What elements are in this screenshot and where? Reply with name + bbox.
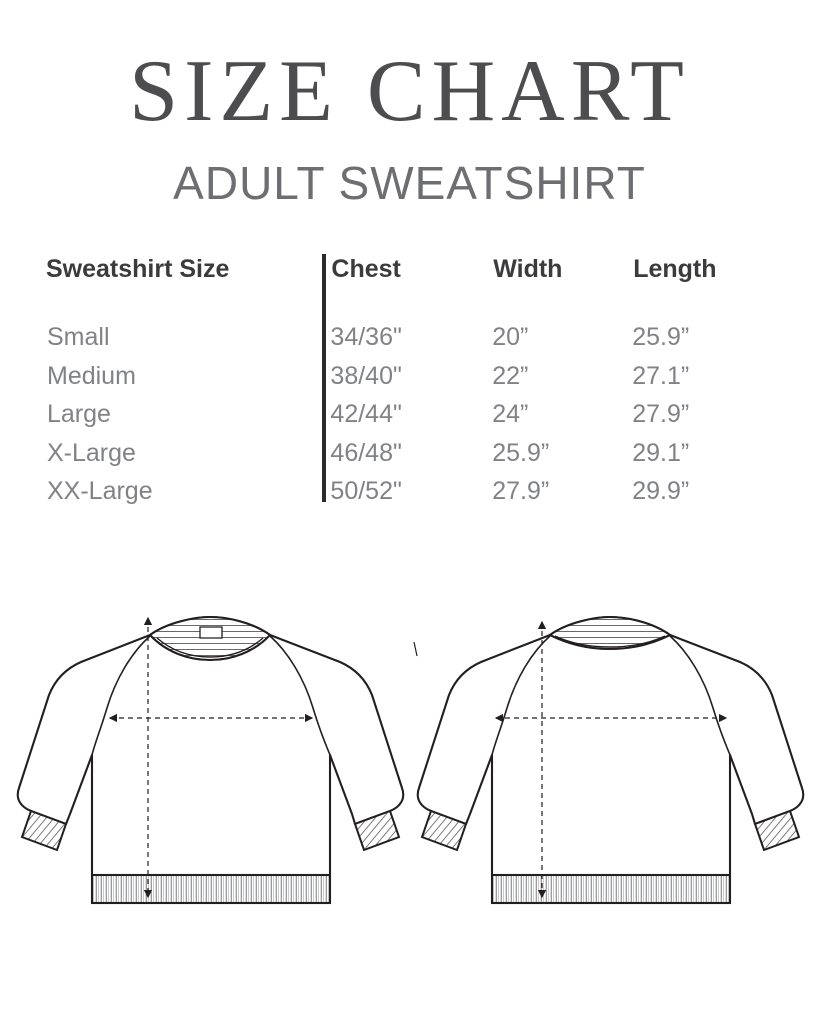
page-title: SIZE CHART: [129, 43, 690, 140]
sweatshirt-front-view: [18, 617, 404, 903]
size-table: [45, 254, 774, 511]
cell-length: 27.9”: [632, 400, 690, 428]
table-vertical-divider: [322, 254, 326, 502]
size-table-container: [45, 254, 774, 511]
cell-width: 24”: [492, 400, 529, 428]
cell-width: 22”: [492, 361, 529, 390]
column-header-size: Sweatshirt Size: [46, 255, 230, 283]
page-subtitle: ADULT SWEATSHIRT: [173, 157, 646, 209]
cell-length: 25.9”: [632, 323, 690, 351]
cell-chest: 46/48": [330, 438, 402, 467]
sweatshirt-back-view: [418, 617, 804, 903]
table-row: [45, 318, 774, 357]
table-row: [45, 357, 774, 396]
stray-mark: [414, 642, 417, 656]
table-header-row: [45, 254, 774, 318]
table-row: [45, 472, 774, 511]
cell-chest: 50/52": [330, 477, 402, 505]
column-header-width: Width: [493, 255, 563, 283]
cell-size: XX-Large: [47, 477, 153, 505]
cell-length: 27.1”: [632, 361, 690, 390]
table-row: [45, 434, 774, 473]
cell-length: 29.9”: [632, 477, 690, 505]
column-header-length: Length: [633, 255, 717, 283]
table-row: [45, 395, 774, 434]
cell-chest: 34/36": [330, 323, 402, 351]
cell-width: 20”: [492, 323, 529, 351]
cell-size: Small: [47, 323, 110, 351]
sweatshirt-illustrations: [0, 600, 819, 1000]
cell-chest: 38/40": [330, 361, 402, 390]
cell-size: Large: [47, 400, 111, 428]
cell-length: 29.1”: [632, 438, 690, 467]
cell-size: Medium: [47, 361, 136, 390]
cell-size: X-Large: [47, 438, 136, 467]
cell-chest: 42/44": [330, 400, 402, 428]
column-header-chest: Chest: [331, 255, 401, 283]
cell-width: 25.9”: [492, 438, 550, 467]
cell-width: 27.9”: [492, 477, 550, 505]
